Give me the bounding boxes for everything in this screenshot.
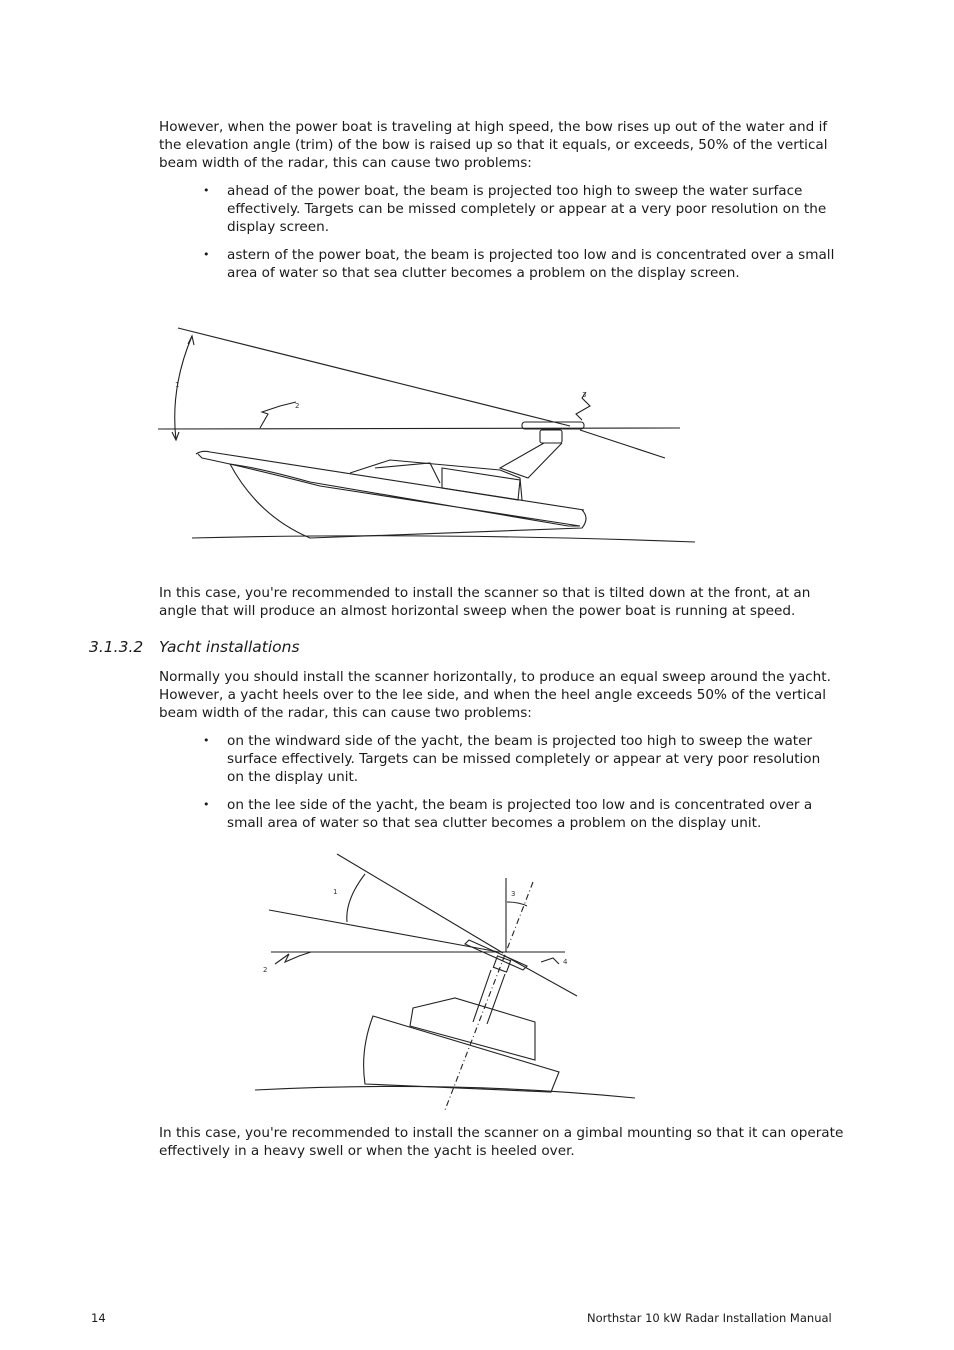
leader-4 — [541, 958, 559, 964]
intro-paragraph: However, when the power boat is traveling at high speed, the bow rises up out of the water and if the elevation angle (trim) of the bow is raised up so that it equals, or exceeds, 50% of the vertical beam width of the radar, this can cause two problems: — [159, 119, 828, 171]
bullet-marker: • — [203, 798, 210, 811]
yacht-paragraph: Normally you should install the scanner horizontally, to produce an equal sweep around the yacht. However, a yacht heels over to the lee side, and when the heel angle exceeds 50% of the vertical beam width of the radar, this can cause two problems: — [159, 669, 831, 721]
yacht-recommendation: In this case, you're recommended to install the scanner on a gimbal mounting so that it can operate effectively in a heavy swell or when the yacht is heeled over. — [159, 1125, 844, 1159]
radar-arch — [500, 443, 562, 478]
angle-arc-1 — [347, 874, 365, 922]
hull-outline — [364, 1016, 559, 1092]
bullet-marker: • — [203, 248, 210, 261]
yacht-heel-figure — [155, 840, 675, 1115]
bullet-text: ahead of the power boat, the beam is projected too high to sweep the water surface effectively. Targets can be missed completely or appear at a very poor resolution on the display screen. — [227, 183, 827, 235]
manual-title: Northstar 10 kW Radar Installation Manual — [587, 1311, 832, 1325]
leader-2 — [275, 952, 311, 964]
water-line — [192, 536, 695, 542]
cabin-windscreen — [375, 463, 440, 483]
cabin-roof — [350, 460, 522, 500]
cabin — [410, 998, 535, 1060]
beam-upper-line — [337, 854, 503, 953]
beam-upper-line — [178, 328, 570, 426]
list-item — [203, 246, 843, 284]
bullet-text: on the windward side of the yacht, the beam is projected too high to sweep the water surface effectively. Targets can be missed completely or appear at very poor resolution on the display unit. — [227, 733, 821, 785]
figure-label-3: 3 — [511, 890, 516, 898]
figure-label-2: 2 — [263, 966, 268, 974]
mast — [473, 970, 505, 1024]
figure-label-3: 3 — [582, 391, 587, 399]
beam-lower-line — [269, 910, 499, 952]
figure-label-1: 1 — [175, 381, 180, 389]
figure-label-2: 2 — [295, 402, 300, 410]
list-item — [203, 796, 843, 834]
figure-label-4: 4 — [563, 958, 568, 966]
list-item — [203, 732, 843, 788]
mast-axis — [445, 882, 533, 1110]
scanner-array — [465, 940, 527, 970]
beam-lower-line — [580, 430, 665, 458]
bullet-marker: • — [203, 184, 210, 197]
bullet-text: astern of the power boat, the beam is projected too low and is concentrated over a small area of water so that sea clutter becomes a problem on the display screen. — [227, 247, 835, 281]
section-title: Yacht installations — [159, 638, 300, 656]
bullet-text: on the lee side of the yacht, the beam is projected too low and is concentrated over a small area of water so that sea clutter becomes a problem on the display unit. — [227, 797, 813, 831]
bullet-marker: • — [203, 734, 210, 747]
angle-arc-3 — [507, 902, 527, 906]
page-number: 14 — [91, 1311, 106, 1325]
horizon-line — [158, 428, 680, 429]
figure-label-1: 1 — [333, 888, 338, 896]
powerboat-trim-figure — [150, 318, 710, 550]
list-item — [203, 182, 843, 238]
scanner-pedestal — [540, 430, 562, 443]
powerboat-recommendation: In this case, you're recommended to install the scanner so that is tilted down at the front, at an angle that will produce an almost horizontal sweep when the power boat is running at speed. — [159, 585, 811, 619]
water-line — [255, 1086, 635, 1098]
leader-2 — [260, 402, 296, 428]
section-number: 3.1.3.2 — [89, 638, 144, 656]
